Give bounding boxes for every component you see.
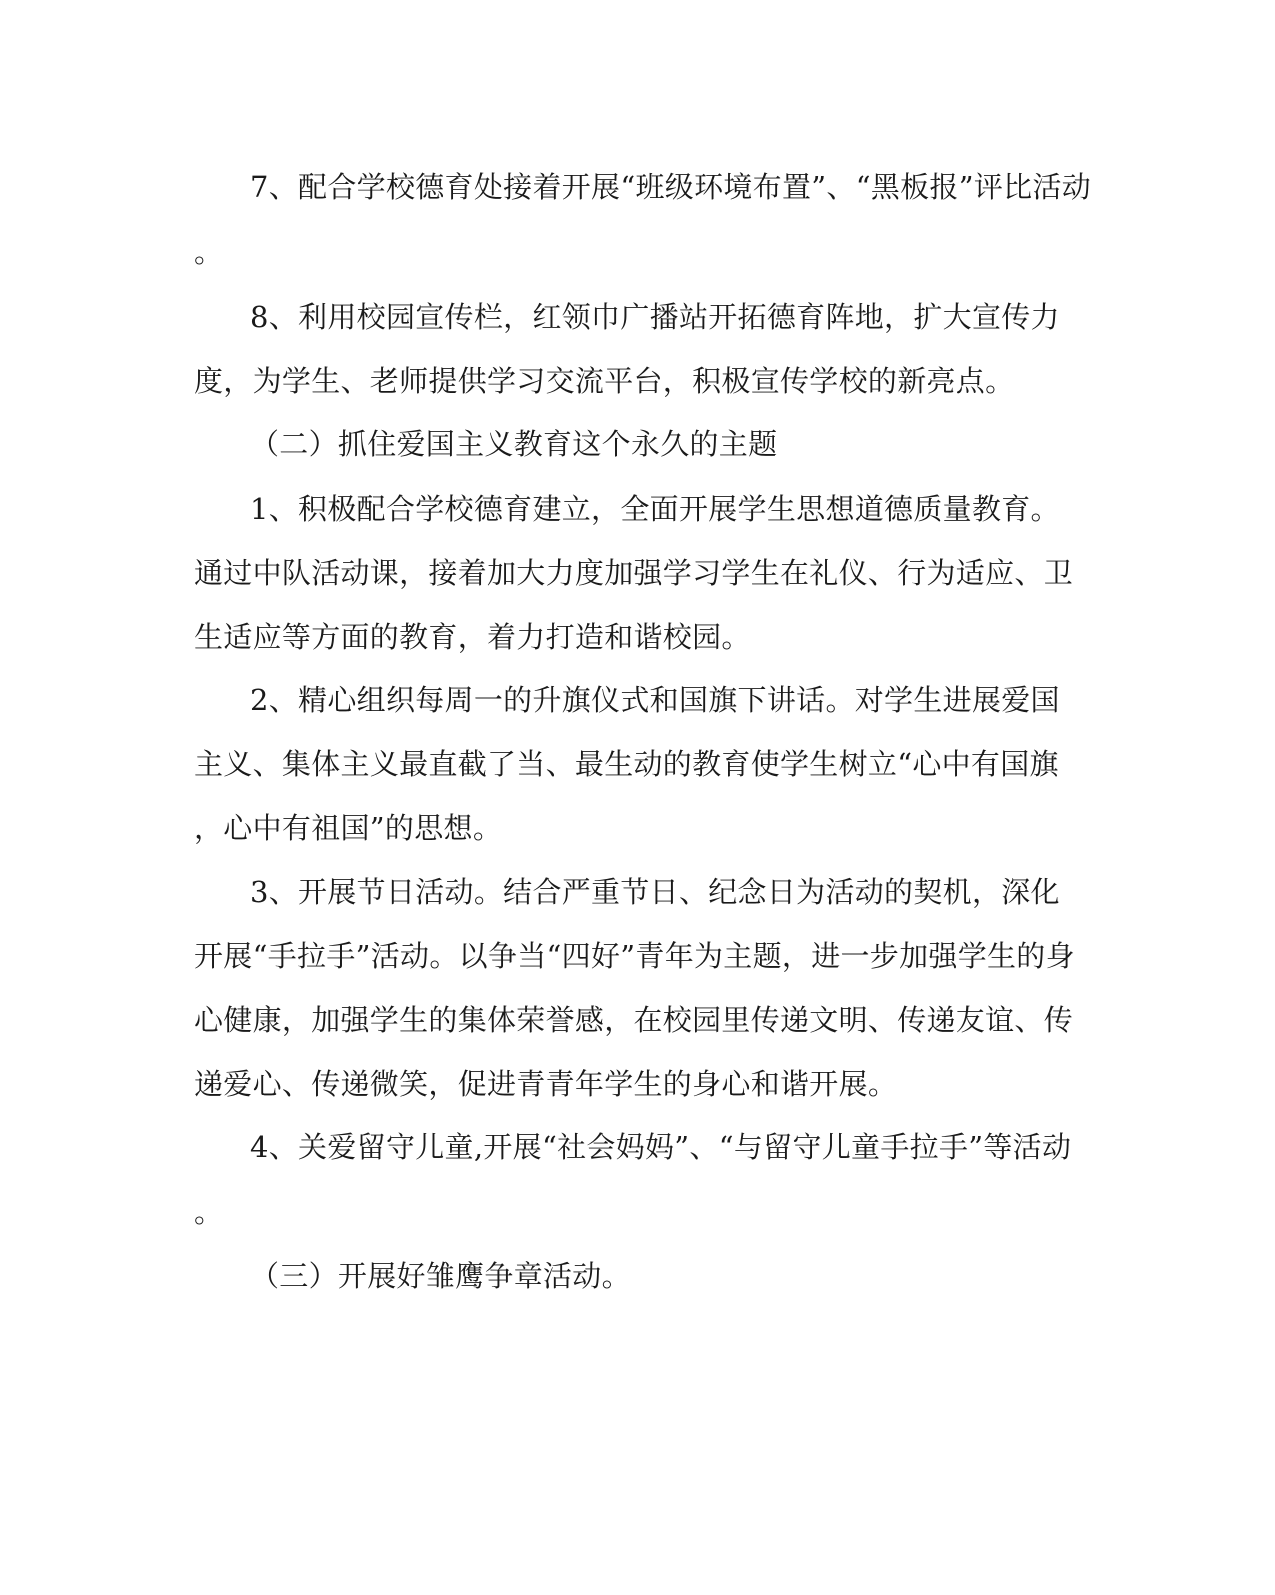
section-heading: （三）开展好雏鹰争章活动。 (250, 1259, 631, 1293)
text-line: 3、开展节日活动。结合严重节日、纪念日为活动的契机，深化 (250, 875, 1060, 909)
text-line: ，心中有祖国”的思想。 (194, 811, 503, 845)
section-heading: （二）抓住爱国主义教育这个永久的主题 (250, 427, 778, 461)
text-line: 2、精心组织每周一的升旗仪式和国旗下讲话。对学生进展爱国 (250, 683, 1060, 717)
text-line: 4、关爱留守儿童,开展“社会妈妈”、“与留守儿童手拉手”等活动 (250, 1130, 1072, 1164)
text-line: 。 (194, 1195, 224, 1229)
text-line: 通过中队活动课，接着加大力度加强学习学生在礼仪、行为适应、卫 (194, 556, 1074, 590)
text-line: 度，为学生、老师提供学习交流平台，积极宣传学校的新亮点。 (194, 364, 1015, 398)
text-line: 。 (194, 235, 224, 269)
text-line: 开展“手拉手”活动。以争当“四好”青年为主题，进一步加强学生的身 (194, 939, 1075, 973)
text-line: 主义、集体主义最直截了当、最生动的教育使学生树立“心中有国旗 (194, 747, 1059, 781)
text-line: 生适应等方面的教育，着力打造和谐校园。 (194, 620, 751, 654)
text-line: 7、配合学校德育处接着开展“班级环境布置”、“黑板报”评比活动 (250, 170, 1092, 204)
text-line: 心健康，加强学生的集体荣誉感，在校园里传递文明、传递友谊、传 (194, 1003, 1074, 1037)
text-line: 1、积极配合学校德育建立，全面开展学生思想道德质量教育。 (250, 492, 1060, 526)
text-line: 递爱心、传递微笑，促进青青年学生的身心和谐开展。 (194, 1067, 898, 1101)
text-line: 8、利用校园宣传栏，红领巾广播站开拓德育阵地，扩大宣传力 (250, 300, 1060, 334)
